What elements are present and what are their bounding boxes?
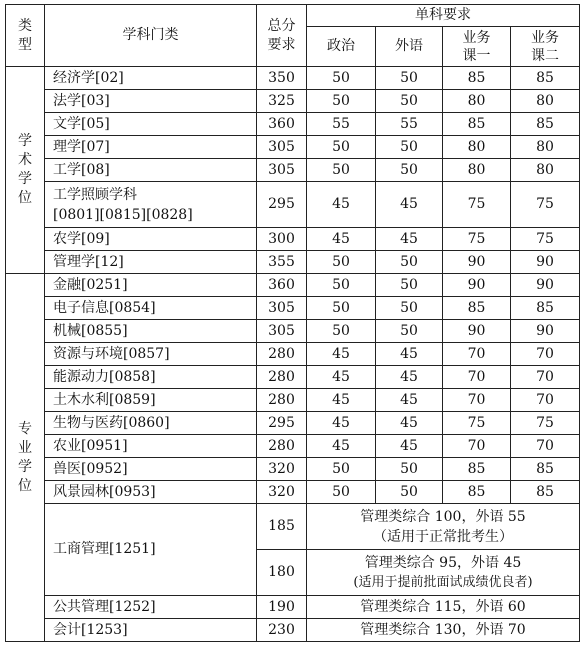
table-row bbox=[6, 619, 580, 642]
total-cell: 355 bbox=[257, 251, 307, 274]
course2-cell: 85 bbox=[511, 67, 580, 90]
combined-requirement-cell: 管理类综合 130，外语 70 bbox=[307, 619, 580, 642]
discipline-cell: 工学[08] bbox=[45, 159, 257, 182]
total-cell: 230 bbox=[257, 619, 307, 642]
total-cell: 325 bbox=[257, 90, 307, 113]
header-politics: 政治 bbox=[307, 27, 376, 67]
foreign-cell: 50 bbox=[376, 90, 443, 113]
foreign-cell: 50 bbox=[376, 136, 443, 159]
total-cell: 305 bbox=[257, 136, 307, 159]
course2-cell: 85 bbox=[511, 481, 580, 504]
foreign-cell: 50 bbox=[376, 320, 443, 343]
combined-requirement-cell bbox=[307, 504, 580, 550]
course1-cell: 85 bbox=[443, 458, 511, 481]
politics-cell: 50 bbox=[307, 67, 376, 90]
table-row bbox=[6, 90, 580, 113]
foreign-cell: 45 bbox=[376, 435, 443, 458]
course1-cell: 75 bbox=[443, 228, 511, 251]
total-cell: 280 bbox=[257, 435, 307, 458]
course1-cell: 75 bbox=[443, 412, 511, 435]
politics-cell: 45 bbox=[307, 366, 376, 389]
course1-cell: 70 bbox=[443, 366, 511, 389]
politics-cell: 50 bbox=[307, 320, 376, 343]
discipline-cell: 风景园林[0953] bbox=[45, 481, 257, 504]
table-row bbox=[6, 136, 580, 159]
header-course2 bbox=[511, 27, 580, 67]
header-type-text: 类型 bbox=[18, 17, 32, 53]
table-row bbox=[6, 113, 580, 136]
foreign-cell: 50 bbox=[376, 481, 443, 504]
politics-cell: 55 bbox=[307, 113, 376, 136]
politics-cell: 50 bbox=[307, 136, 376, 159]
course2-cell: 85 bbox=[511, 113, 580, 136]
discipline-cell: 机械[0855] bbox=[45, 320, 257, 343]
table-row bbox=[6, 274, 580, 297]
score-requirements-table bbox=[5, 4, 580, 642]
discipline-cell: 法学[03] bbox=[45, 90, 257, 113]
course2-cell: 85 bbox=[511, 458, 580, 481]
discipline-cell: 资源与环境[0857] bbox=[45, 343, 257, 366]
total-cell: 305 bbox=[257, 320, 307, 343]
course1-cell: 80 bbox=[443, 136, 511, 159]
header-course1 bbox=[443, 27, 511, 67]
course2-cell: 90 bbox=[511, 320, 580, 343]
discipline-codes: [0801][0815][0828] bbox=[53, 206, 193, 223]
total-cell: 295 bbox=[257, 182, 307, 228]
course2-cell: 90 bbox=[511, 251, 580, 274]
total-cell: 180 bbox=[257, 550, 307, 596]
table-row bbox=[6, 159, 580, 182]
course2-cell: 85 bbox=[511, 297, 580, 320]
foreign-cell: 45 bbox=[376, 228, 443, 251]
table-row bbox=[6, 251, 580, 274]
course1-cell: 85 bbox=[443, 67, 511, 90]
course1-cell: 75 bbox=[443, 182, 511, 228]
politics-cell: 50 bbox=[307, 274, 376, 297]
header-single: 单科要求 bbox=[307, 5, 580, 27]
course1-cell: 90 bbox=[443, 320, 511, 343]
header-foreign: 外语 bbox=[376, 27, 443, 67]
course2-cell: 70 bbox=[511, 435, 580, 458]
total-cell: 360 bbox=[257, 113, 307, 136]
course2-cell: 70 bbox=[511, 343, 580, 366]
total-cell: 320 bbox=[257, 481, 307, 504]
discipline-cell: 文学[05] bbox=[45, 113, 257, 136]
group-professional-text: 专业学位 bbox=[18, 420, 32, 494]
foreign-cell: 45 bbox=[376, 389, 443, 412]
foreign-cell: 45 bbox=[376, 343, 443, 366]
table-row bbox=[6, 343, 580, 366]
table-row bbox=[6, 458, 580, 481]
total-cell: 280 bbox=[257, 389, 307, 412]
foreign-cell: 50 bbox=[376, 159, 443, 182]
total-cell: 295 bbox=[257, 412, 307, 435]
foreign-cell: 50 bbox=[376, 251, 443, 274]
table-row bbox=[6, 435, 580, 458]
discipline-cell: 电子信息[0854] bbox=[45, 297, 257, 320]
discipline-cell: 会计[1253] bbox=[45, 619, 257, 642]
discipline-cell: 农学[09] bbox=[45, 228, 257, 251]
politics-cell: 50 bbox=[307, 90, 376, 113]
course1-cell: 70 bbox=[443, 343, 511, 366]
header-total bbox=[257, 5, 307, 67]
requirement-note: (适用于提前批面试成绩优良者) bbox=[353, 574, 533, 590]
discipline-cell: 理学[07] bbox=[45, 136, 257, 159]
foreign-cell: 50 bbox=[376, 458, 443, 481]
discipline-cell: 土木水利[0859] bbox=[45, 389, 257, 412]
politics-cell: 45 bbox=[307, 343, 376, 366]
table-row bbox=[6, 297, 580, 320]
total-cell: 305 bbox=[257, 159, 307, 182]
discipline-cell: 经济学[02] bbox=[45, 67, 257, 90]
course1-cell: 70 bbox=[443, 389, 511, 412]
header-type bbox=[6, 5, 45, 67]
foreign-cell: 55 bbox=[376, 113, 443, 136]
total-cell: 360 bbox=[257, 274, 307, 297]
table-row bbox=[6, 504, 580, 550]
course1-cell: 90 bbox=[443, 274, 511, 297]
discipline-cell: 金融[0251] bbox=[45, 274, 257, 297]
course2-cell: 90 bbox=[511, 274, 580, 297]
foreign-cell: 45 bbox=[376, 366, 443, 389]
discipline-name: 工学照顾学科 bbox=[53, 186, 137, 203]
table-row bbox=[6, 389, 580, 412]
foreign-cell: 45 bbox=[376, 412, 443, 435]
foreign-cell: 50 bbox=[376, 274, 443, 297]
foreign-cell: 45 bbox=[376, 182, 443, 228]
politics-cell: 50 bbox=[307, 297, 376, 320]
course1-cell: 85 bbox=[443, 297, 511, 320]
group-academic-text: 学术学位 bbox=[18, 133, 32, 206]
table-row bbox=[6, 182, 580, 228]
score-table-container bbox=[5, 4, 580, 642]
course2-cell: 75 bbox=[511, 182, 580, 228]
politics-cell: 45 bbox=[307, 435, 376, 458]
course1-cell: 80 bbox=[443, 159, 511, 182]
combined-requirement-cell: 管理类综合 115，外语 60 bbox=[307, 596, 580, 619]
total-cell: 350 bbox=[257, 67, 307, 90]
course2-cell: 75 bbox=[511, 412, 580, 435]
header-total-text: 总分要求 bbox=[267, 17, 296, 53]
table-row bbox=[6, 596, 580, 619]
total-cell: 300 bbox=[257, 228, 307, 251]
table-row bbox=[6, 366, 580, 389]
course2-cell: 75 bbox=[511, 228, 580, 251]
politics-cell: 50 bbox=[307, 251, 376, 274]
total-cell: 320 bbox=[257, 458, 307, 481]
total-cell: 305 bbox=[257, 297, 307, 320]
politics-cell: 45 bbox=[307, 228, 376, 251]
foreign-cell: 50 bbox=[376, 297, 443, 320]
discipline-cell: 兽医[0952] bbox=[45, 458, 257, 481]
discipline-cell: 能源动力[0858] bbox=[45, 366, 257, 389]
group-professional bbox=[6, 274, 45, 642]
course2-cell: 70 bbox=[511, 366, 580, 389]
header-discipline: 学科门类 bbox=[45, 5, 257, 67]
header-course2-text: 业务课二 bbox=[531, 29, 559, 64]
table-row bbox=[6, 481, 580, 504]
discipline-cell: 公共管理[1252] bbox=[45, 596, 257, 619]
foreign-cell: 50 bbox=[376, 67, 443, 90]
course2-cell: 70 bbox=[511, 389, 580, 412]
table-row bbox=[6, 228, 580, 251]
total-cell: 280 bbox=[257, 343, 307, 366]
course2-cell: 80 bbox=[511, 90, 580, 113]
header-course1-text: 业务课一 bbox=[462, 29, 491, 64]
discipline-cell: 管理学[12] bbox=[45, 251, 257, 274]
total-cell: 190 bbox=[257, 596, 307, 619]
total-cell: 185 bbox=[257, 504, 307, 550]
politics-cell: 50 bbox=[307, 458, 376, 481]
discipline-cell bbox=[45, 182, 257, 228]
politics-cell: 45 bbox=[307, 412, 376, 435]
politics-cell: 45 bbox=[307, 182, 376, 228]
requirement-note: （适用于正常批考生） bbox=[373, 528, 513, 545]
table-row bbox=[6, 67, 580, 90]
table-row bbox=[6, 412, 580, 435]
course2-cell: 80 bbox=[511, 159, 580, 182]
course1-cell: 70 bbox=[443, 435, 511, 458]
requirement-line: 管理类综合 100，外语 55 bbox=[360, 508, 526, 525]
table-row bbox=[6, 320, 580, 343]
politics-cell: 50 bbox=[307, 159, 376, 182]
combined-requirement-cell bbox=[307, 550, 580, 596]
course1-cell: 90 bbox=[443, 251, 511, 274]
requirement-line: 管理类综合 95，外语 45 bbox=[364, 554, 522, 571]
politics-cell: 50 bbox=[307, 481, 376, 504]
course1-cell: 80 bbox=[443, 90, 511, 113]
course1-cell: 85 bbox=[443, 481, 511, 504]
discipline-cell: 生物与医药[0860] bbox=[45, 412, 257, 435]
discipline-cell: 农业[0951] bbox=[45, 435, 257, 458]
discipline-cell: 工商管理[1251] bbox=[45, 504, 257, 596]
politics-cell: 45 bbox=[307, 389, 376, 412]
group-academic bbox=[6, 67, 45, 274]
total-cell: 280 bbox=[257, 366, 307, 389]
course2-cell: 80 bbox=[511, 136, 580, 159]
course1-cell: 85 bbox=[443, 113, 511, 136]
